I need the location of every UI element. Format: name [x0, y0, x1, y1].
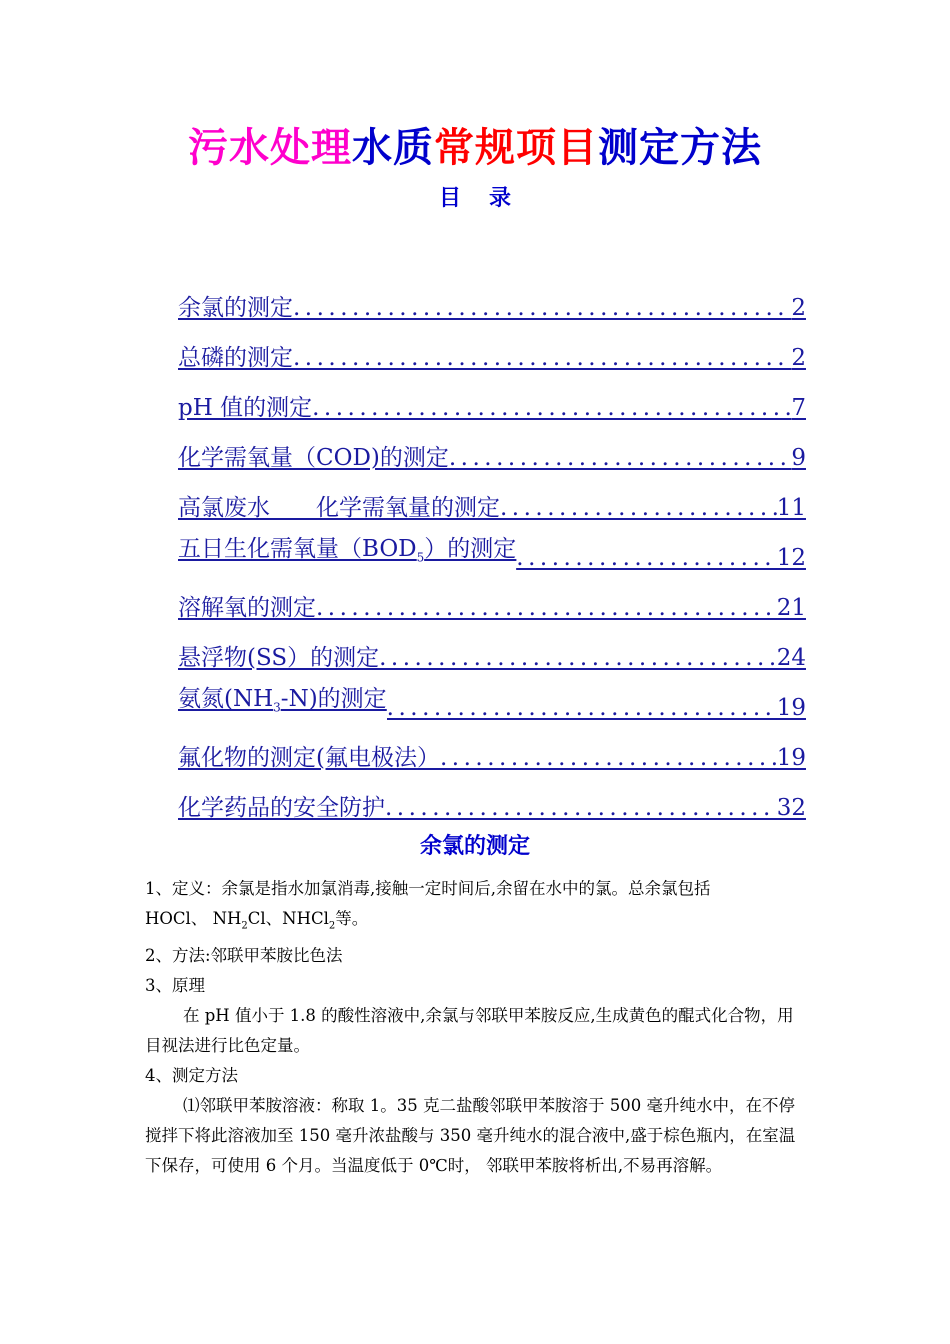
- toc-leader: [385, 788, 777, 828]
- toc-item-label: 总磷的测定: [178, 345, 293, 371]
- section-title: 余氯的测定: [419, 834, 530, 859]
- toc-item-residual-chlorine[interactable]: [178, 278, 806, 328]
- definition-part: HOCl、 NH: [145, 909, 242, 928]
- paragraph-procedure-heading: 4、测定方法: [145, 1066, 238, 1086]
- toc-page-number: 19: [776, 745, 806, 771]
- toc-item-label: [178, 529, 516, 578]
- paragraph-principle: 在 pH 值小于 1.8 的酸性溶液中,余氯与邻联甲苯胺反应,生成黄色的醌式化合物，用目视法进行比色定量。: [145, 1006, 794, 1056]
- toc-leader: [387, 688, 777, 728]
- toc-leader: [293, 288, 791, 328]
- toc-page-number: 2: [791, 295, 806, 321]
- title-segment-4: 项目: [516, 125, 598, 171]
- toc-heading: [0, 182, 950, 216]
- paragraph-method: 2、方法:邻联甲苯胺比色法: [145, 946, 343, 966]
- subscript: 2: [328, 920, 336, 932]
- definition-part: Cl、NHCl: [247, 909, 329, 928]
- toc-leader: [293, 338, 791, 378]
- toc-item-bod5[interactable]: [178, 528, 806, 578]
- toc-item-fluoride[interactable]: [178, 728, 806, 778]
- toc-label-part: 五日生化需氧量（BOD: [178, 536, 417, 563]
- definition-line-1: 1、定义：余氯是指水加氯消毒,接触一定时间后,余留在水中的氯。总余氯包括: [145, 879, 711, 898]
- toc-item-label: 化学需氧量（COD)的测定: [178, 445, 449, 471]
- definition-part: 等。: [335, 909, 369, 928]
- toc-item-cod[interactable]: [178, 428, 806, 478]
- toc-item-ammonia-nitrogen[interactable]: [178, 678, 806, 728]
- toc-label-part: -N)的测定: [280, 686, 387, 713]
- toc-leader: [516, 538, 776, 578]
- toc-heading-char-2: 录: [489, 186, 512, 211]
- page-title: [0, 118, 950, 178]
- toc-item-label: 化学药品的安全防护: [178, 795, 385, 821]
- toc-page-number: 21: [776, 595, 806, 621]
- table-of-contents: [178, 278, 806, 828]
- toc-leader: [440, 738, 777, 778]
- toc-label-subscript: 3: [273, 701, 281, 715]
- section-body: [145, 874, 810, 1181]
- title-segment-3: 常规: [434, 125, 516, 171]
- subscript: 2: [241, 920, 248, 932]
- toc-page-number: 32: [776, 795, 806, 821]
- title-segment-5: 测定方法: [598, 125, 762, 171]
- toc-item-label: 悬浮物(SS）的测定: [178, 645, 380, 671]
- toc-item-label: 余氯的测定: [178, 295, 293, 321]
- toc-item-high-chloride-cod[interactable]: [178, 478, 806, 528]
- toc-page-number: 7: [791, 395, 806, 421]
- toc-leader: [316, 588, 777, 628]
- toc-item-suspended-solids[interactable]: [178, 628, 806, 678]
- toc-label-part: ）的测定: [424, 536, 517, 563]
- paragraph-reagent: ⑴邻联甲苯胺溶液：称取 1。35 克二盐酸邻联甲苯胺溶于 500 毫升纯水中，在不停搅拌下将此溶液加至 150 毫升浓盐酸与 350 毫升纯水的混合液中,盛于棕色瓶内，在室温下保存，可使用 6 个月。当温度低于 0℃时， 邻联甲苯胺将析出,不易再溶解。: [145, 1096, 796, 1176]
- toc-leader: [500, 488, 777, 528]
- title-segment-2: 水质: [352, 125, 434, 171]
- toc-item-label: 高氯废水 化学需氧量的测定: [178, 495, 500, 521]
- toc-page-number: 24: [776, 645, 806, 671]
- toc-item-ph[interactable]: [178, 378, 806, 428]
- toc-item-chemical-safety[interactable]: [178, 778, 806, 828]
- toc-item-label: 溶解氧的测定: [178, 595, 316, 621]
- toc-page-number: 19: [776, 695, 806, 721]
- toc-item-label: 氟化物的测定(氟电极法）: [178, 745, 440, 771]
- toc-label-subscript: 5: [416, 551, 425, 565]
- toc-item-total-phosphorus[interactable]: [178, 328, 806, 378]
- toc-item-label: pH 值的测定: [178, 395, 313, 421]
- toc-leader: [312, 388, 791, 428]
- toc-leader: [379, 638, 777, 678]
- paragraph-principle-heading: 3、原理: [145, 976, 205, 996]
- toc-page-number: 12: [776, 545, 806, 571]
- toc-heading-char-1: 目: [438, 186, 461, 211]
- toc-item-dissolved-oxygen[interactable]: [178, 578, 806, 628]
- toc-page-number: 9: [791, 445, 806, 471]
- toc-page-number: 2: [791, 345, 806, 371]
- toc-leader: [449, 438, 791, 478]
- toc-page-number: 11: [776, 495, 806, 521]
- toc-label-part: 氨氮(NH: [178, 686, 274, 713]
- paragraph-definition: [145, 874, 810, 941]
- toc-item-label: [178, 679, 387, 728]
- title-segment-1: 污水处理: [188, 125, 352, 171]
